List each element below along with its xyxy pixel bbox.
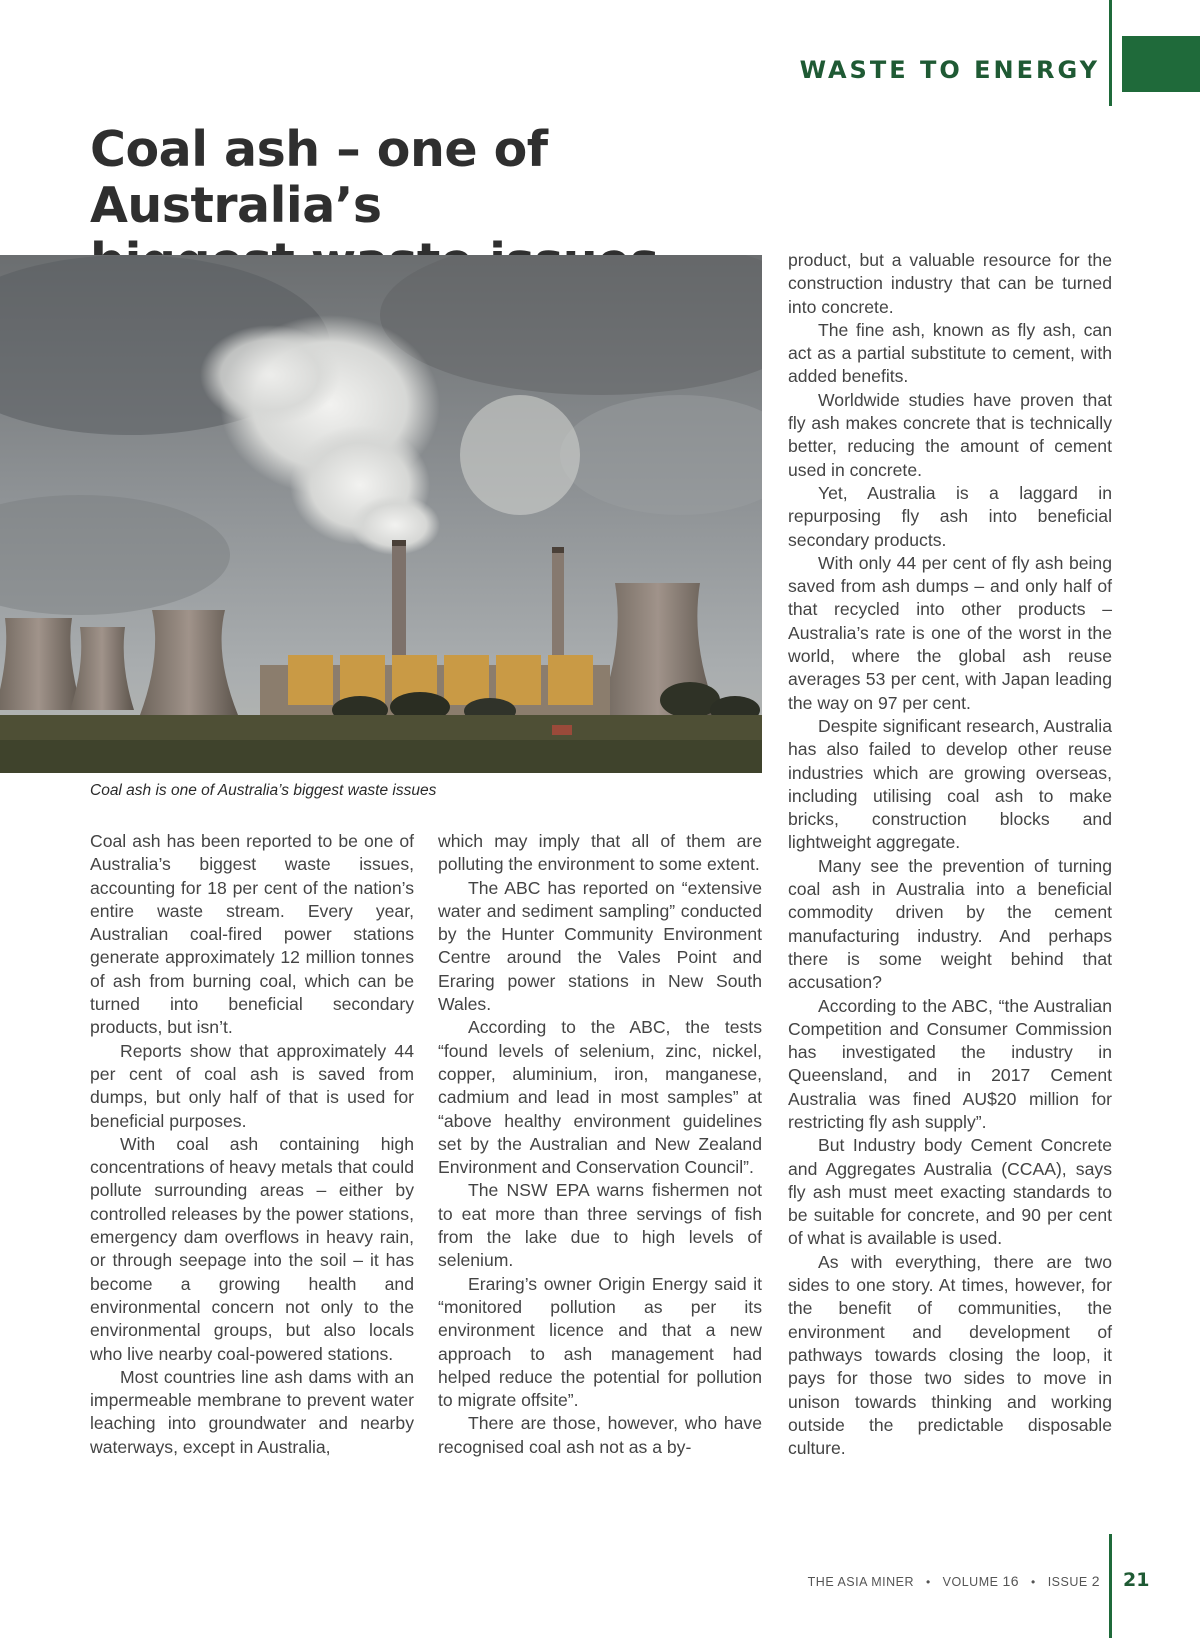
section-color-tab	[1122, 36, 1200, 92]
paragraph: Many see the prevention of turning coal ash in Australia into a beneficial commodity driven by the cement manufacturing industry. And perhaps there is some weight behind that accusation?	[788, 855, 1112, 993]
header-rule	[1109, 0, 1112, 106]
paragraph: Most countries line ash dams with an impermeable membrane to prevent water leaching into groundwater and nearby waterways, except in Australia,	[90, 1366, 414, 1457]
photo-caption: Coal ash is one of Australia’s biggest waste issues	[90, 782, 437, 799]
publication-name: THE ASIA MINER	[807, 1575, 914, 1589]
volume-number: 16	[1002, 1573, 1020, 1589]
paragraph: Reports show that approximately 44 per cent of coal ash is saved from dumps, but only half of that is used for beneficial purposes.	[90, 1040, 414, 1131]
paragraph: But Industry body Cement Concrete and Aggregates Australia (CCAA), says fly ash must meet exacting standards to be suitable for concrete, and 90 per cent of what is available is used.	[788, 1135, 1112, 1249]
section-label: WASTE TO ENERGY	[799, 56, 1100, 84]
separator: •	[1031, 1575, 1036, 1589]
paragraph: Eraring’s owner Origin Energy said it “monitored pollution as per its environment licence and that a new approach to ash management had helped reduce the potential for pollution to migrate offsite”.	[438, 1273, 762, 1411]
paragraph: product, but a valuable resource for the construction industry that can be turned into concrete.	[788, 250, 1112, 317]
footer-rule	[1109, 1534, 1112, 1638]
paragraph: The ABC has reported on “extensive water and sediment sampling” conducted by the Hunter Community Environment Centre around the Vales Point and Eraring power stations in New South Wales.	[438, 877, 762, 1015]
paragraph: There are those, however, who have recognised coal ash not as a by-	[438, 1413, 762, 1457]
article-column-2	[438, 830, 762, 1459]
paragraph: As with everything, there are two sides to one story. At times, however, for the benefit of communities, the environment and development of pathways towards closing the loop, it pays for those two sides to move in unison towards thinking and working outside the predictable disposable culture.	[788, 1251, 1112, 1459]
paragraph: With only 44 per cent of fly ash being saved from ash dumps – and only half of that recycled into other products – Australia’s rate is one of the worst in the world, where the global ash reuse averages 53 per cent, with Japan leading the way on 97 per cent.	[788, 552, 1112, 713]
paragraph: With coal ash containing high concentrations of heavy metals that could pollute surrounding areas – either by controlled releases by the power stations, emergency dam overflows in heavy rain, or through seepage into the soil – it has become a growing health and environmental concern not only to the environmental groups, but also locals who live nearby coal-powered stations.	[90, 1133, 414, 1364]
paragraph: Coal ash has been reported to be one of Australia’s biggest waste issues, accounting for 18 per cent of the nation’s entire waste stream. Every year, Australian coal-fired power stations generate approximately 12 million tonnes of ash from burning coal, which can be turned into beneficial secondary products, but isn’t.	[90, 831, 414, 1038]
power-station-photo	[0, 255, 762, 773]
separator: •	[925, 1575, 931, 1589]
page-number: 21	[1123, 1569, 1150, 1591]
title-line-1: Coal ash – one of Australia’s	[90, 121, 548, 234]
paragraph: According to the ABC, “the Australian Competition and Consumer Commission has investigated the industry in Queensland, and in 2017 Cement Australia was fined AU$20 million for restricting fly ash supply”.	[788, 995, 1112, 1132]
issue-number: 2	[1091, 1573, 1100, 1589]
paragraph: Worldwide studies have proven that fly ash makes concrete that is technically better, reducing the amount of cement used in concrete.	[788, 389, 1112, 480]
article-column-1	[90, 830, 414, 1459]
volume-label: VOLUME	[942, 1575, 999, 1589]
article-column-3	[788, 249, 1112, 1460]
paragraph: Yet, Australia is a laggard in repurposing fly ash into beneficial secondary products.	[788, 482, 1112, 550]
paragraph: The NSW EPA warns fishermen not to eat more than three servings of fish from the lake due to high levels of selenium.	[438, 1180, 762, 1271]
paragraph: The fine ash, known as fly ash, can act as a partial substitute to cement, with added benefits.	[788, 319, 1112, 387]
paragraph: Despite significant research, Australia has also failed to develop other reuse industries which are growing overseas, including utilising coal ash to make bricks, construction blocks and lightweight aggregate.	[788, 715, 1112, 853]
paragraph: According to the ABC, the tests “found levels of selenium, zinc, nickel, copper, aluminium, iron, manganese, cadmium and lead in most samples” at “above healthy environment guidelines set by the Australian and New Zealand Environment and Conservation Council”.	[438, 1017, 762, 1178]
paragraph: which may imply that all of them are polluting the environment to some extent.	[438, 831, 762, 875]
issue-label: ISSUE	[1047, 1575, 1088, 1589]
footer-publication-info	[808, 1573, 1100, 1589]
